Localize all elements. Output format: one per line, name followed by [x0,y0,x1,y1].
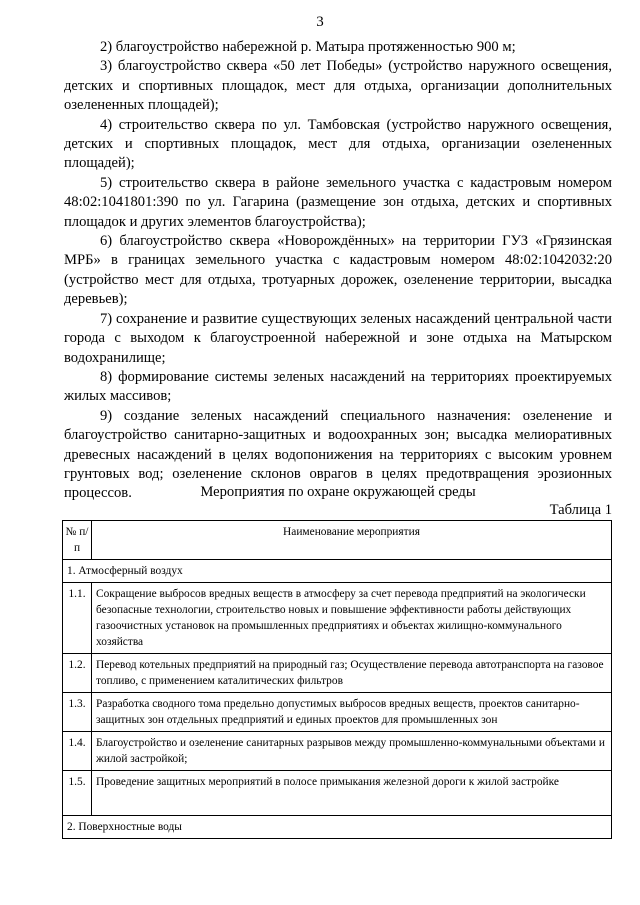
table-heading: Мероприятия по охране окружающей среды [200,484,476,500]
table-caption: Таблица 1 [549,502,612,518]
paragraph-item-7: 7) сохранение и развитие существующих зеленых насаждений центральной части города с выходом к благоустроенной набережной и зоне отдыха на Матырском водохранилище; [64,310,612,366]
table-row [63,732,612,771]
paragraph-item-3: 3) благоустройство сквера «50 лет Победы» (устройство наружного освещения, детских и спортивных площадок, мест для отдыха, организации дополнительных озелененных площадей); [64,58,612,114]
section-title: 2. Поверхностные воды [63,816,612,839]
row-num: 1.3. [63,693,92,732]
table-row [63,771,612,816]
paragraph-item-6: 6) благоустройство сквера «Новорождённых» на территории ГУЗ «Грязинская МРБ» в границах земельного участка с кадастровым номером 48:02:1042032:20 (устройство мест для отдыха, тротуарных дорожек, озеленение территории, высадка деревьев); [64,233,612,308]
page-number: 3 [316,14,324,30]
section-row [63,816,612,839]
table-row [63,654,612,693]
table-row [63,583,612,654]
paragraph-item-2: 2) благоустройство набережной р. Матыра протяженностью 900 м; [100,39,516,55]
row-text: Благоустройство и озеленение санитарных разрывов между промышленно-коммунальными объектами и жилой застройкой; [92,732,612,771]
section-title: 1. Атмосферный воздух [63,560,612,583]
section-row [63,560,612,583]
row-num: 1.4. [63,732,92,771]
table-header-row [63,521,612,560]
table-row [63,693,612,732]
paragraph-item-8: 8) формирование системы зеленых насаждений на территориях проектируемых жилых массивов; [64,368,612,405]
row-num: 1.5. [63,771,92,816]
row-num: 1.2. [63,654,92,693]
paragraph-item-9: 9) создание зеленых насаждений специального назначения: озеленение и благоустройство санитарно-защитных и водоохранных зон; высадка мелиоративных древесных насаждений в целях водопонижения на территориях с высоким уровнем грунтовых вод; озеленение склонов оврагов в целях предотвращения эрозионных процессов. [64,407,612,502]
paragraph-item-4: 4) строительство сквера по ул. Тамбовская (устройство наружного освещения, детских и спортивных площадок, мест для отдыха, организации озелененных площадей); [64,116,612,172]
row-text: Проведение защитных мероприятий в полосе примыкания железной дороги к жилой застройке [92,771,612,816]
row-text: Сокращение выбросов вредных веществ в атмосферу за счет перевода предприятий на экологически безопасные технологии, строительство новых и повышение эффективности работы действующих газоочистных установок на промышленных предприятиях и объектах жилищно-коммунального хозяйства [92,583,612,654]
body-text [64,38,612,504]
measures-table [62,520,612,839]
row-text: Разработка сводного тома предельно допустимых выбросов вредных веществ, проектов санитарно-защитных зон отдельных предприятий и единых проектов для промышленных зон [92,693,612,732]
row-num: 1.1. [63,583,92,654]
header-name: Наименование мероприятия [92,521,612,560]
row-text: Перевод котельных предприятий на природный газ; Осуществление перевода автотранспорта на газовое топливо, с применением каталитических фильтров [92,654,612,693]
header-num: № п/п [63,521,92,560]
paragraph-item-5: 5) строительство сквера в районе земельного участка с кадастровым номером 48:02:1041801:390 по ул. Гагарина (размещение зон отдыха, детских и спортивных площадок и других элементов благоустройства); [64,174,612,230]
